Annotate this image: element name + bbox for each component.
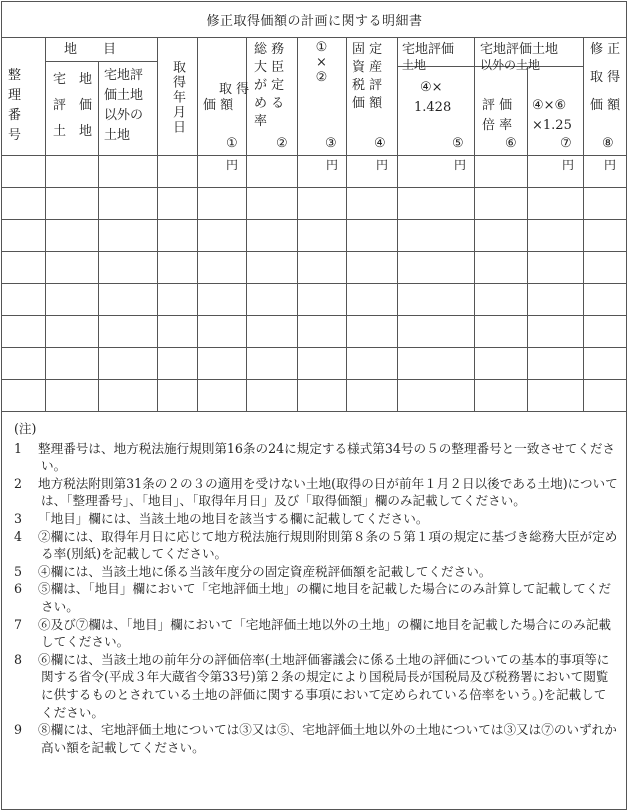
col3-marker: ③ [325,136,337,151]
table-bottom-line [1,411,627,412]
col8-line3: 価 額 [590,98,621,113]
note-number: 9 [14,722,23,738]
note-text: 地方税法附則第31条の２の３の適用を受けない土地(取得の日が前年１月２日以後である土地)については、「整理番号」、「地目」、「取得年月日」及び「取得価額」欄のみ記載してください。 [38,475,618,509]
row-line [1,379,627,380]
col-line [583,37,584,411]
shutoku-kagaku-line2: 価 額 [203,98,234,113]
col5-formula-line2: 1.428 [414,100,452,115]
takuchi-hyoka-tochi-line2: 評 価 [53,98,93,113]
other-group-line2: 以外の土地 [480,58,541,72]
col4-line4: 価 額 [352,96,383,111]
col2-marker: ② [276,136,288,151]
row-line [1,187,627,188]
note-text: 「地目」欄には、当該土地の地目を該当する欄に記載してください。 [38,510,429,526]
unit-yen-col8: 円 [604,158,617,172]
col2-line2: 大 臣 [254,60,285,75]
col5-formula-line1: ④× [420,80,443,95]
note-item [14,721,618,756]
col-line [157,37,158,411]
note-number: 7 [14,616,23,632]
col8-line2: 取 得 [590,70,621,85]
col1-marker: ① [226,136,238,151]
unit-yen-col1: 円 [226,158,239,172]
col4-line3: 税 評 [352,78,383,93]
shutoku-ymd-header: 取得年月日 [170,60,185,135]
other-land-line3: 以外の [104,108,144,123]
note-text: ⑤欄は、「地目」欄において「宅地評価土地」の欄に地目を記載した場合にのみ計算して記載してください。 [38,581,612,614]
col-line [197,37,198,411]
note-text: ⑧欄には、宅地評価土地については③又は⑤、宅地評価土地以外の土地については③又は⑦のいずれか高い額を記載してください。 [38,722,617,755]
col2-line1: 総 務 [254,42,285,57]
col2-line3: が 定 [254,78,285,93]
col6-line2: 倍 率 [482,118,513,133]
col4-line2: 資 産 [352,60,383,75]
col2-line5: 率 [254,114,268,129]
col4-marker: ④ [374,136,386,151]
form-title: 修正取得価額の計画に関する明細書 [206,14,423,29]
seiri-bango-header: 整理番号 [8,68,26,143]
col-line [346,37,347,411]
col7-marker: ⑦ [560,136,572,151]
note-number: 6 [14,581,23,597]
takuchi-hyoka-tochi-line1: 宅 地 [53,72,93,87]
unit-yen-col3: 円 [326,158,339,172]
note-number: 4 [14,528,23,544]
col6-marker: ⑥ [505,136,517,151]
other-land-line4: 土地 [104,128,131,143]
col2-line4: め る [254,96,285,111]
row-line [1,347,627,348]
col6-line1: 評 価 [482,98,513,113]
col-line [474,37,475,411]
note-item [14,475,618,510]
takuchi-hyoka-tochi-line3: 土 地 [53,124,93,139]
note-text: ⑥欄には、当該土地の前年分の評価倍率(土地評価審議会に係る土地の評価についての基本的事項等に関する省令(平成３年大蔵省令第33号)第２条の規定により国税局長が国税局及び税務署において閲覧に供するものとされている土地の評価に関する事項において定められている倍率をいう。)を記載してください。 [38,651,610,720]
note-item [14,528,618,563]
other-land-line1: 宅地評 [104,68,144,83]
col4-line1: 固 定 [352,42,383,57]
chimoku-header: 地 目 [64,42,117,57]
note-text: ⑥及び⑦欄は、「地目」欄において「宅地評価土地以外の土地」の欄に地目を記載した場合にのみ記載してください。 [38,616,612,650]
note-text: ④欄には、当該土地に係る当該年度分の固定資産税評価額を記載してください。 [38,563,492,579]
unit-yen-col5: 円 [454,158,467,172]
col7-formula-line2: ×1.25 [532,118,572,133]
col-line [98,61,99,411]
other-group-line1: 宅地評価土地 [480,42,559,57]
col-line [297,37,298,411]
col8-marker: ⑧ [602,136,614,151]
note-number: 2 [14,475,23,491]
col-line [45,37,46,411]
note-number: 8 [14,651,23,667]
shutoku-kagaku-line1: 取 得 [219,82,250,97]
table-top-line [1,37,627,38]
col-line [527,66,528,411]
row-line [1,251,627,252]
notes-section [14,420,618,756]
takuchi-group-line1: 宅地評価 [402,42,455,57]
col-line [397,37,398,411]
col8-line1: 修 正 [590,42,621,57]
note-number: 5 [14,563,23,579]
note-item [14,563,618,581]
note-number: 1 [14,440,23,456]
note-text: 整理番号は、地方税法施行規則第16条の24に規定する様式第34号の５の整理番号と一致させてください。 [38,440,616,474]
row-line [1,219,627,220]
note-text: ②欄には、取得年月日に応じて地方税法施行規則附則第８条の５第１項の規定に基づき総務大臣が定める率(別紙)を記載してください。 [38,528,618,562]
row-line [1,315,627,316]
note-item [14,616,618,651]
note-number: 3 [14,510,23,526]
unit-yen-col7: 円 [562,158,575,172]
unit-yen-col4: 円 [376,158,389,172]
note-item [14,440,618,475]
col7-formula-line1: ④×⑥ [532,98,567,113]
note-item [14,651,618,721]
header-bottom-line [1,155,627,156]
row-line [1,283,627,284]
col3-formula: ①×② [314,40,329,85]
chimoku-sub-line [45,61,157,62]
takuchi-group-line2: 土地 [402,58,427,72]
notes-heading: (注) [14,421,37,436]
note-item [14,510,618,528]
note-item [14,580,618,615]
other-land-line2: 価土地 [104,88,144,103]
col5-marker: ⑤ [452,136,464,151]
